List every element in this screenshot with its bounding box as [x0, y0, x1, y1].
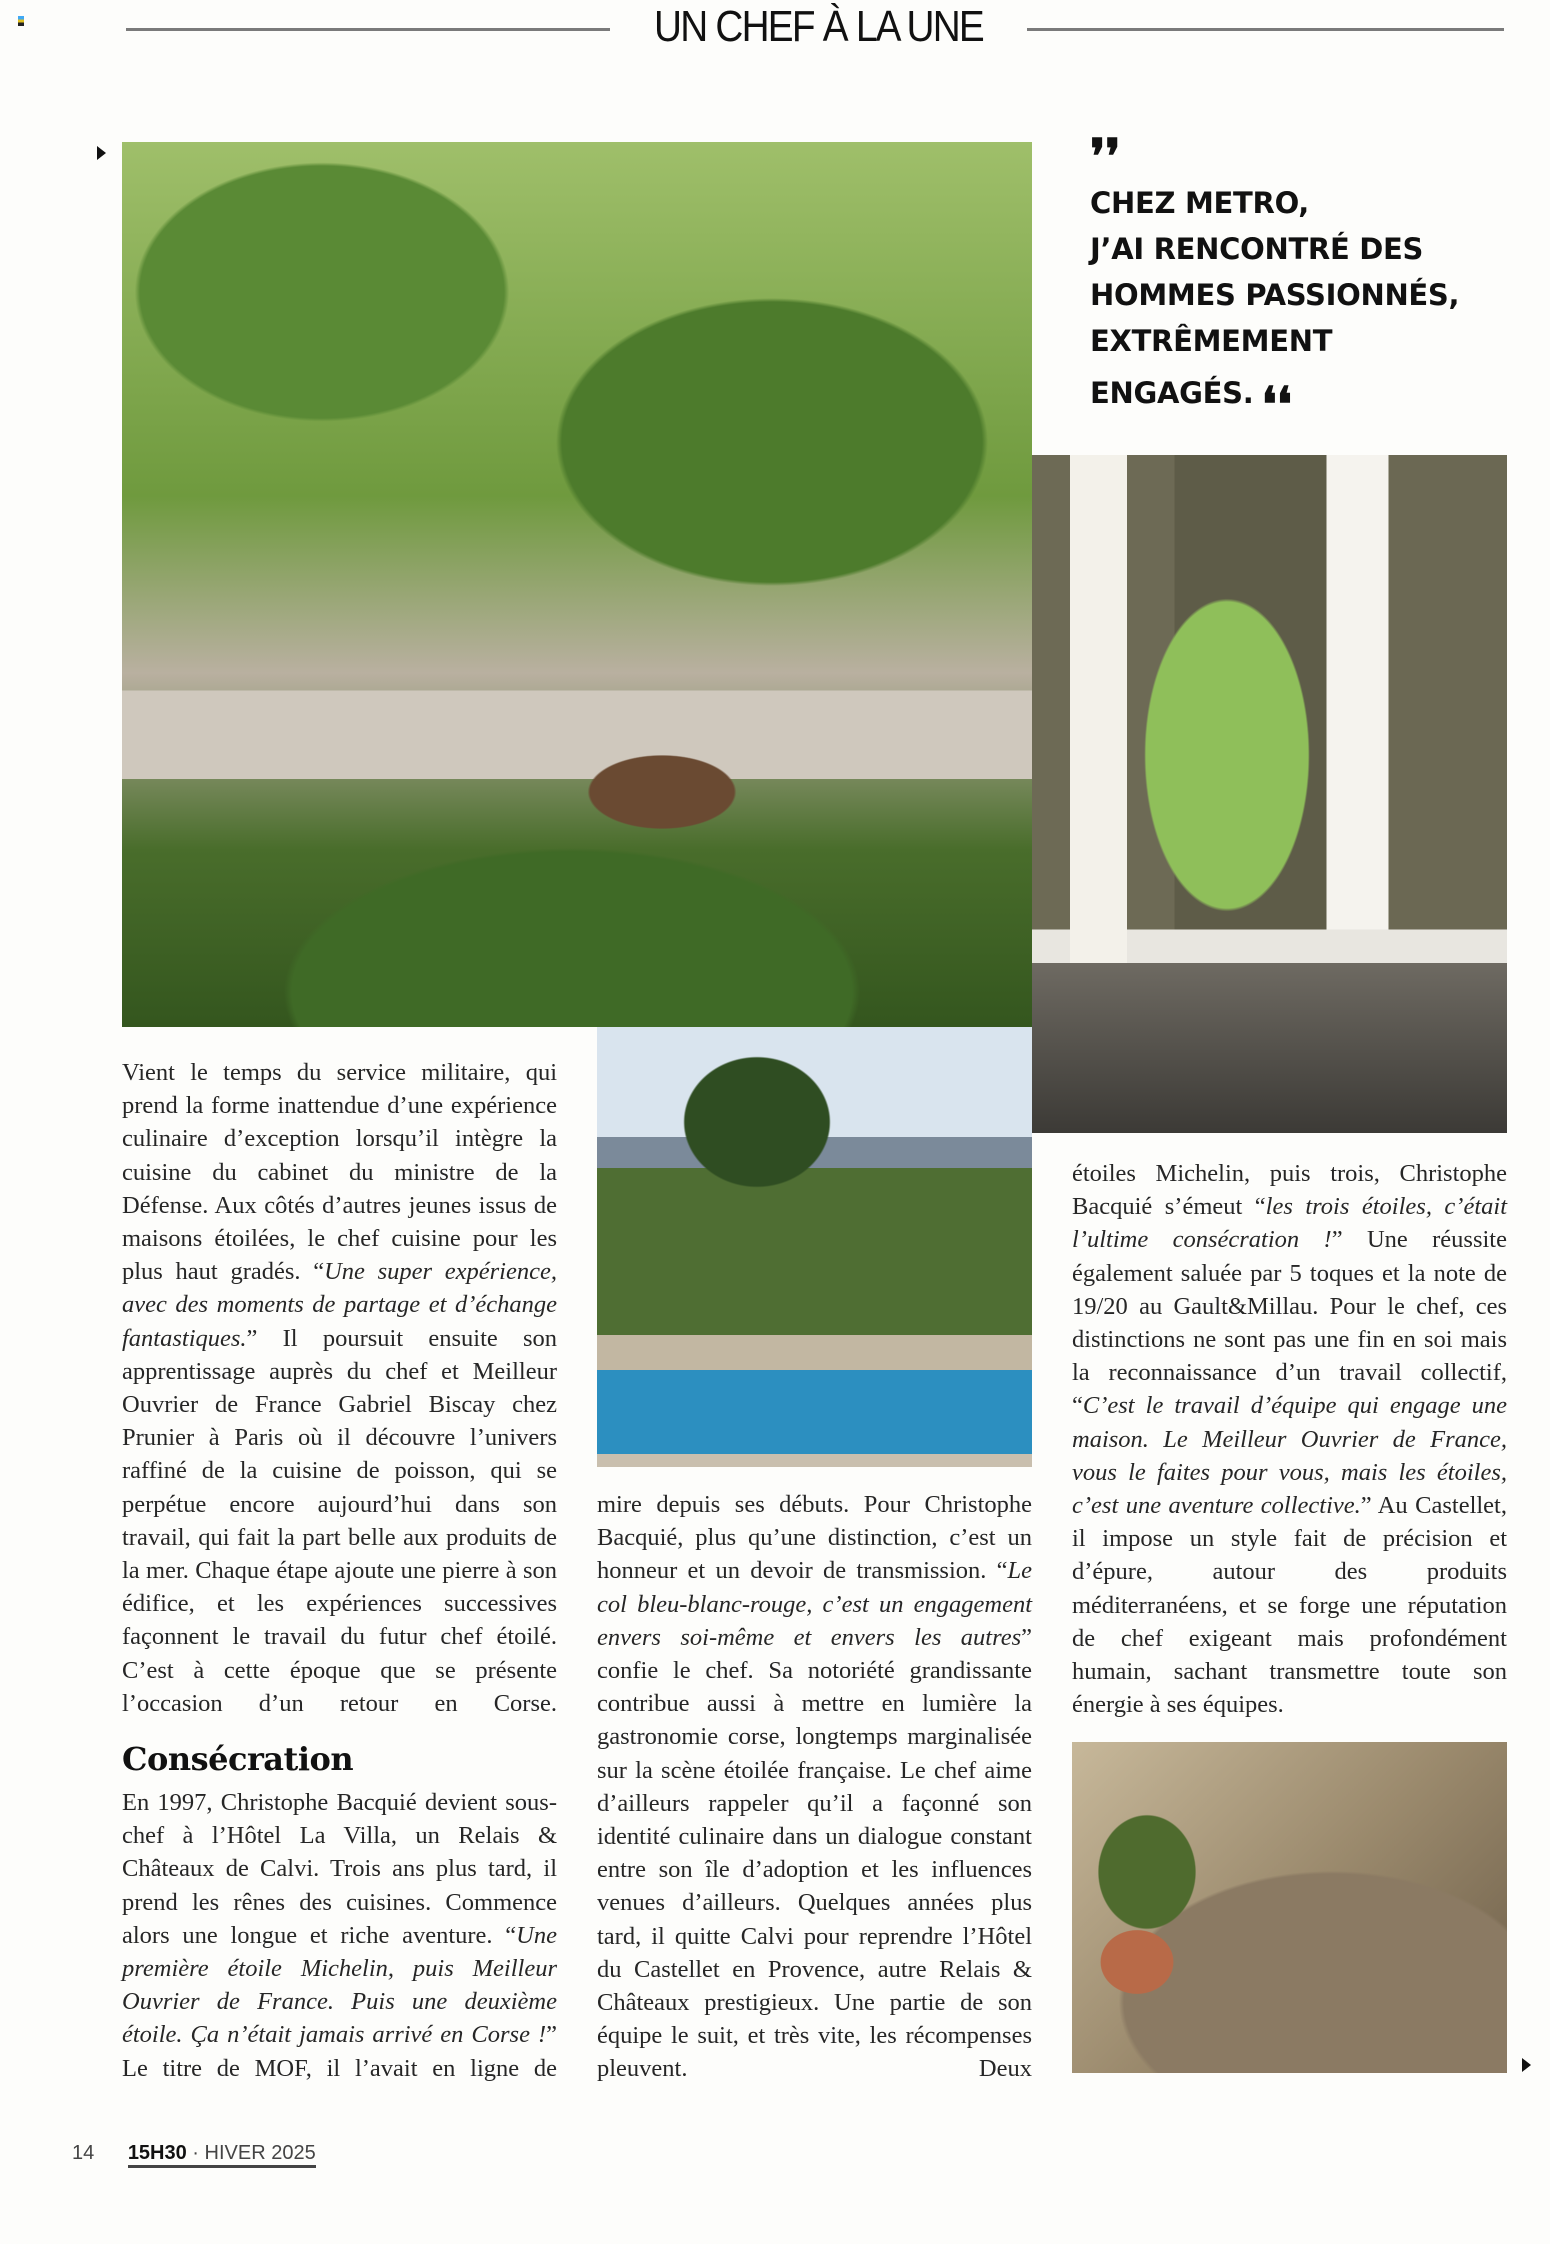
garden-terrace-photo — [122, 142, 1032, 1027]
page-number: 14 — [72, 2142, 95, 2164]
arrow-marker-icon — [1522, 2058, 1531, 2072]
issue-label: · HIVER 2025 — [186, 2142, 316, 2164]
body-text: ” confie le chef. Sa notoriété grandissante contribue aussi à mettre en lumière la gastronomie corse, longtemps marginalisée sur la scène étoilée française. Le chef aime d’ailleurs rappeler qu’il a façonné son identité culinaire dans un dialogue constant entre son île d’adoption et les influences venues d’ailleurs. Quelques années plus tard, il quitte Calvi pour reprendre l’Hôtel du Castellet en Provence, autre Relais & Châteaux prestigieux. Une partie de son équipe le suit, et très vite, les récompenses pleuvent. Deux — [597, 1623, 1032, 2083]
header-rule-right — [1027, 28, 1504, 31]
section-title: UN CHEF À LA UNE — [653, 2, 984, 51]
quote-line: HOMMES PASSIONNÉS, — [1090, 278, 1460, 312]
body-text: ” Une réussite également saluée par 5 toques et la note de 19/20 au Gault&Millau. Pour le chef, ces distinctions ne sont pas une fin en soi mais la reconnaissance d’un travail collectif, “ — [1072, 1226, 1507, 1420]
article-column-2 — [597, 1488, 1032, 2086]
header-rule-left — [126, 28, 610, 31]
body-text: étoiles Michelin, puis trois, Christophe Bacquié s’émeut “ — [1072, 1160, 1507, 1221]
quote-text: Une première étoile Michelin, puis Meilleur Ouvrier de France. Puis une deuxième étoile. Ça n’était jamais arrivé en Corse ! — [122, 1921, 557, 2049]
article-column-3 — [1072, 1157, 1507, 1721]
body-text: ” Il poursuit ensuite son apprentissage auprès du chef et Meilleur Ouvrier de France Gabriel Biscay chez Prunier à Paris où il découvre l’univers raffiné de la cuisine de poisson, qui se perpétue encore aujourd’hui dans son travail, qui fait la part belle aux produits de la mer. Chaque étape ajoute une pierre à son édifice, et les expériences successives façonnent le travail du futur chef étoilé. C’est à cette époque que se présente l’occasion d’un retour en Corse. — [122, 1324, 557, 1717]
magazine-issue — [128, 2142, 316, 2168]
quote-text: C’est le travail d’équipe qui engage une maison. Le Meilleur Ouvrier de France, vous le faites pour vous, mais les étoiles, c’est une aventure collective. — [1072, 1392, 1507, 1520]
arrow-marker-icon — [97, 146, 106, 160]
printer-crop-marks — [18, 16, 24, 26]
article-column-1 — [122, 1786, 557, 2085]
magazine-name: 15H30 — [127, 2142, 187, 2164]
subheading: Consécration — [122, 1740, 354, 1778]
potted-plant-photo — [1072, 1742, 1507, 2073]
dining-room-photo — [1032, 455, 1507, 1133]
quote-text: Le col bleu-blanc-rouge, c’est un engagement envers soi-même et envers les autres — [597, 1557, 1032, 1651]
page-footer — [72, 2142, 316, 2165]
body-text: ” Le titre de MOF, il l’avait en ligne de — [122, 2021, 557, 2082]
quote-line — [1090, 364, 1510, 433]
quote-line: CHEZ METRO, — [1090, 186, 1310, 220]
quote-text: Une super expérience, avec des moments de partage et d’échange fantastiques. — [122, 1258, 557, 1352]
body-text: ” Au Castellet, il impose un style fait de précision et d’épure, autour des produits méditerranéens, et se forge une réputation de chef exigeant mais profondément humain, sachant transmettre toute son énergie à ses équipes. — [1072, 1492, 1507, 1719]
quote-line: J’AI RENCONTRÉ DES — [1090, 232, 1424, 266]
pool-landscape-photo — [597, 1027, 1032, 1467]
open-quote-icon: ❜❜ — [1090, 129, 1121, 185]
quote-text: les trois étoiles, c’était l’ultime consécration ! — [1072, 1193, 1508, 1254]
pull-quote — [1090, 129, 1510, 433]
body-text: En 1997, Christophe Bacquié devient sous-chef à l’Hôtel La Villa, un Relais & Châteaux de Calvi. Trois ans plus tard, il prend les rênes des cuisines. Commence alors une longue et riche aventure. “ — [122, 1789, 557, 1949]
quote-line-text: ENGAGÉS. — [1090, 376, 1254, 410]
body-text: mire depuis ses débuts. Pour Christophe Bacquié, plus qu’une distinction, c’est un honneur et un devoir de transmission. “ — [597, 1491, 1032, 1585]
body-text: Vient le temps du service militaire, qui prend la forme inattendue d’une expérience culinaire d’exception lorsqu’il intègre la cuisine du cabinet du ministre de la Défense. Aux côtés d’autres jeunes issus de maisons étoilées, le chef cuisine pour les plus haut gradés. “ — [122, 1059, 557, 1286]
article-column-1-intro — [122, 1056, 557, 1720]
close-quote-icon: ❛❛ — [1261, 377, 1292, 433]
quote-line: EXTRÊMEMENT — [1090, 324, 1333, 358]
